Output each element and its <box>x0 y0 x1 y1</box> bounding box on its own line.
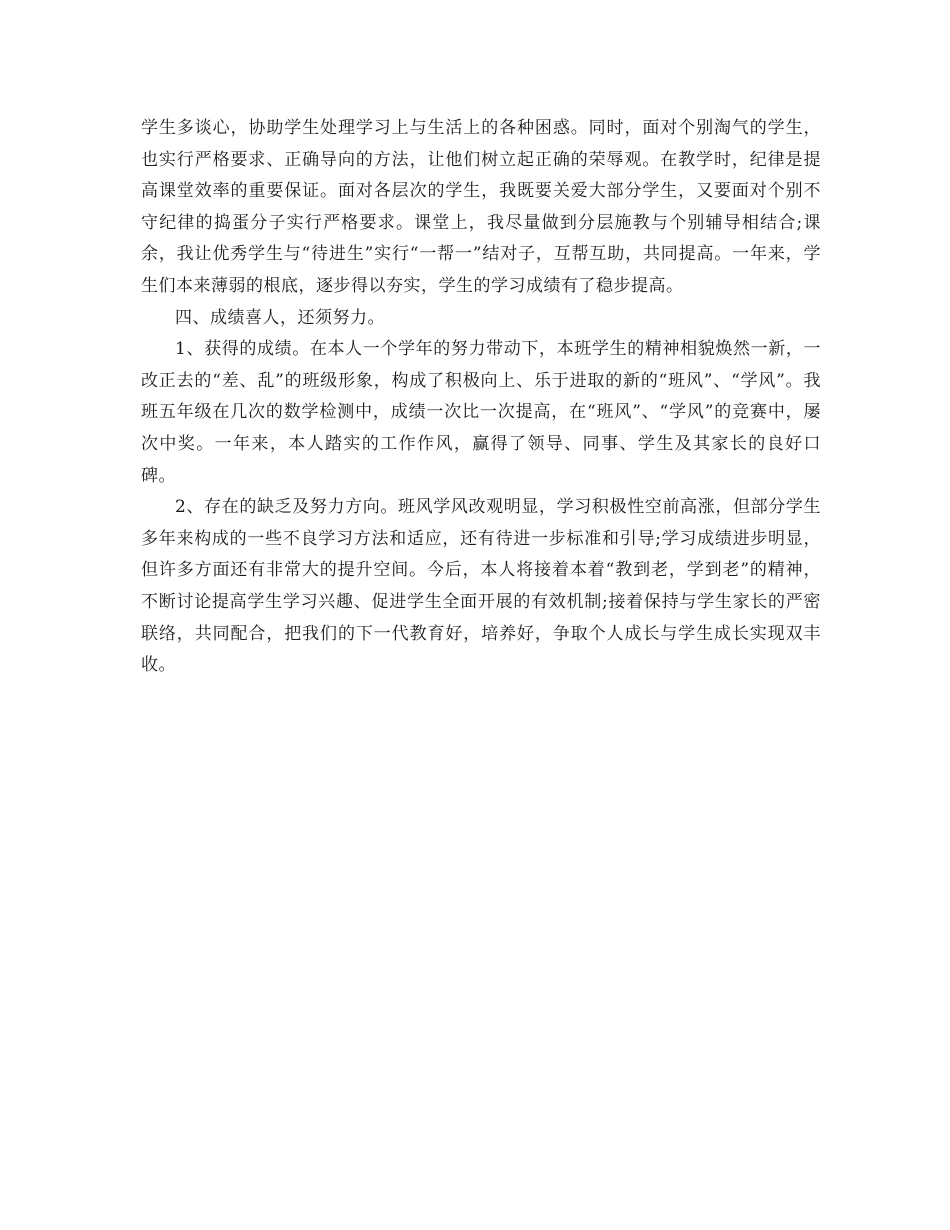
section-heading-achievements: 四、成绩喜人，还须努力。 <box>175 307 385 328</box>
paragraph-continuation: 学生多谈心，协助学生处理学习上与生活上的各种困惑。同时，面对个别淘气的学生，也实行严格要求、正确导向的方法，让他们树立起正确的荣辱观。在教学时，纪律是提高课堂效率的重要保证。面对各层次的学生，我既要关爱大部分学生，又要面对个别不守纪律的捣蛋分子实行严格要求。课堂上，我尽量做到分层施教与个别辅导相结合;课余，我让优秀学生与“待进生”实行“一帮一”结对子，互帮互助，共同提高。一年来，学生们本来薄弱的根底，逐步得以夯实，学生的学习成绩有了稳步提高。 <box>141 118 821 296</box>
document-body <box>141 113 821 682</box>
paragraph-achievements: 1、获得的成绩。在本人一个学年的努力带动下，本班学生的精神相貌焕然一新，一改正去的“差、乱”的班级形象，构成了积极向上、乐于进取的新的“班风”、“学风”。我班五年级在几次的数学检测中，成绩一次比一次提高，在“班风”、“学风”的竞赛中，屡次中奖。一年来，本人踏实的工作作风，赢得了领导、同事、学生及其家长的良好口碑。 <box>141 339 821 486</box>
paragraph-shortcomings-direction: 2、存在的缺乏及努力方向。班风学风改观明显，学习积极性空前高涨，但部分学生多年来构成的一些不良学习方法和适应，还有待进一步标准和引导;学习成绩进步明显，但许多方面还有非常大的提升空间。今后，本人将接着本着“教到老，学到老”的精神，不断讨论提高学生学习兴趣、促进学生全面开展的有效机制;接着保持与学生家长的严密联络，共同配合，把我们的下一代教育好，培养好，争取个人成长与学生成长实现双丰收。 <box>141 497 821 676</box>
